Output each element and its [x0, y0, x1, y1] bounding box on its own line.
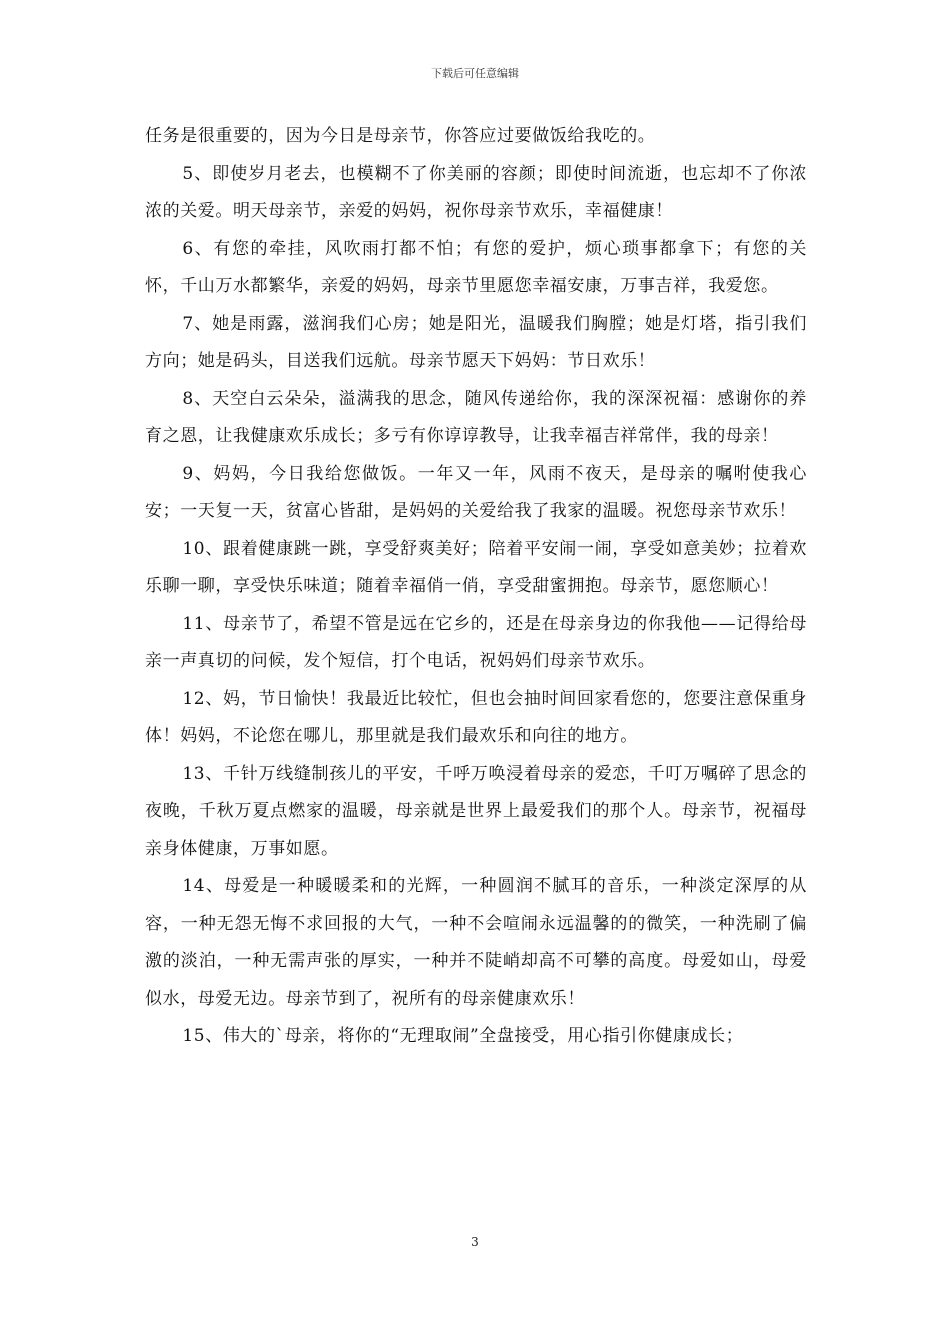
paragraph-item-12: 12、妈，节日愉快！我最近比较忙，但也会抽时间回家看您的，您要注意保重身体！妈妈，不论您在哪儿，那里就是我们最欢乐和向往的地方。 [145, 688, 807, 746]
paragraph-item-9: 9、妈妈，今日我给您做饭。一年又一年，风雨不夜天，是母亲的嘱咐使我心安；一天复一天，贫富心皆甜，是妈妈的关爱给我了我家的温暖。祝您母亲节欢乐！ [145, 463, 807, 521]
paragraph-item-5: 5、即使岁月老去，也模糊不了你美丽的容颜；即使时间流逝，也忘却不了你浓浓的关爱。明天母亲节，亲爱的妈妈，祝你母亲节欢乐，幸福健康！ [145, 163, 807, 221]
paragraph-item-13: 13、千针万线缝制孩儿的平安，千呼万唤浸着母亲的爱恋，千叮万嘱碎了思念的夜晚，千秋万夏点燃家的温暖，母亲就是世界上最爱我们的那个人。母亲节，祝福母亲身体健康，万事如愿。 [145, 763, 807, 859]
page-header-note: 下载后可任意编辑 [431, 67, 519, 80]
document-body [145, 118, 807, 1056]
paragraph-item-14: 14、母爱是一种暖暖柔和的光辉，一种圆润不腻耳的音乐，一种淡定深厚的从容，一种无怨无悔不求回报的大气，一种不会喧闹永远温馨的的微笑，一种洗刷了偏激的淡泊，一种无需声张的厚实，一种并不陡峭却高不可攀的高度。母爱如山，母爱似水，母爱无边。母亲节到了，祝所有的母亲健康欢乐！ [145, 876, 807, 1009]
paragraph-item-7: 7、她是雨露，滋润我们心房；她是阳光，温暖我们胸膛；她是灯塔，指引我们方向；她是码头，目送我们远航。母亲节愿天下妈妈：节日欢乐！ [145, 313, 807, 371]
paragraph-continued: 任务是很重要的，因为今日是母亲节，你答应过要做饭给我吃的。 [145, 126, 656, 146]
paragraph-item-8: 8、天空白云朵朵，溢满我的思念，随风传递给你，我的深深祝福：感谢你的养育之恩，让我健康欢乐成长；多亏有你谆谆教导，让我幸福吉祥常伴，我的母亲！ [145, 388, 807, 446]
paragraph-item-10: 10、跟着健康跳一跳，享受舒爽美好；陪着平安闹一闹，享受如意美妙；拉着欢乐聊一聊，享受快乐味道；随着幸福俏一俏，享受甜蜜拥抱。母亲节，愿您顺心！ [145, 538, 807, 596]
paragraph-item-6: 6、有您的牵挂，风吹雨打都不怕；有您的爱护，烦心琐事都拿下；有您的关怀，千山万水都繁华，亲爱的妈妈，母亲节里愿您幸福安康，万事吉祥，我爱您。 [145, 238, 807, 296]
paragraph-item-11: 11、母亲节了，希望不管是远在它乡的，还是在母亲身边的你我他——记得给母亲一声真切的问候，发个短信，打个电话，祝妈妈们母亲节欢乐。 [145, 613, 807, 671]
paragraph-item-15: 15、伟大的`母亲，将你的“无理取闹”全盘接受，用心指引你健康成长； [182, 1026, 744, 1046]
page-number: 3 [471, 1235, 479, 1249]
